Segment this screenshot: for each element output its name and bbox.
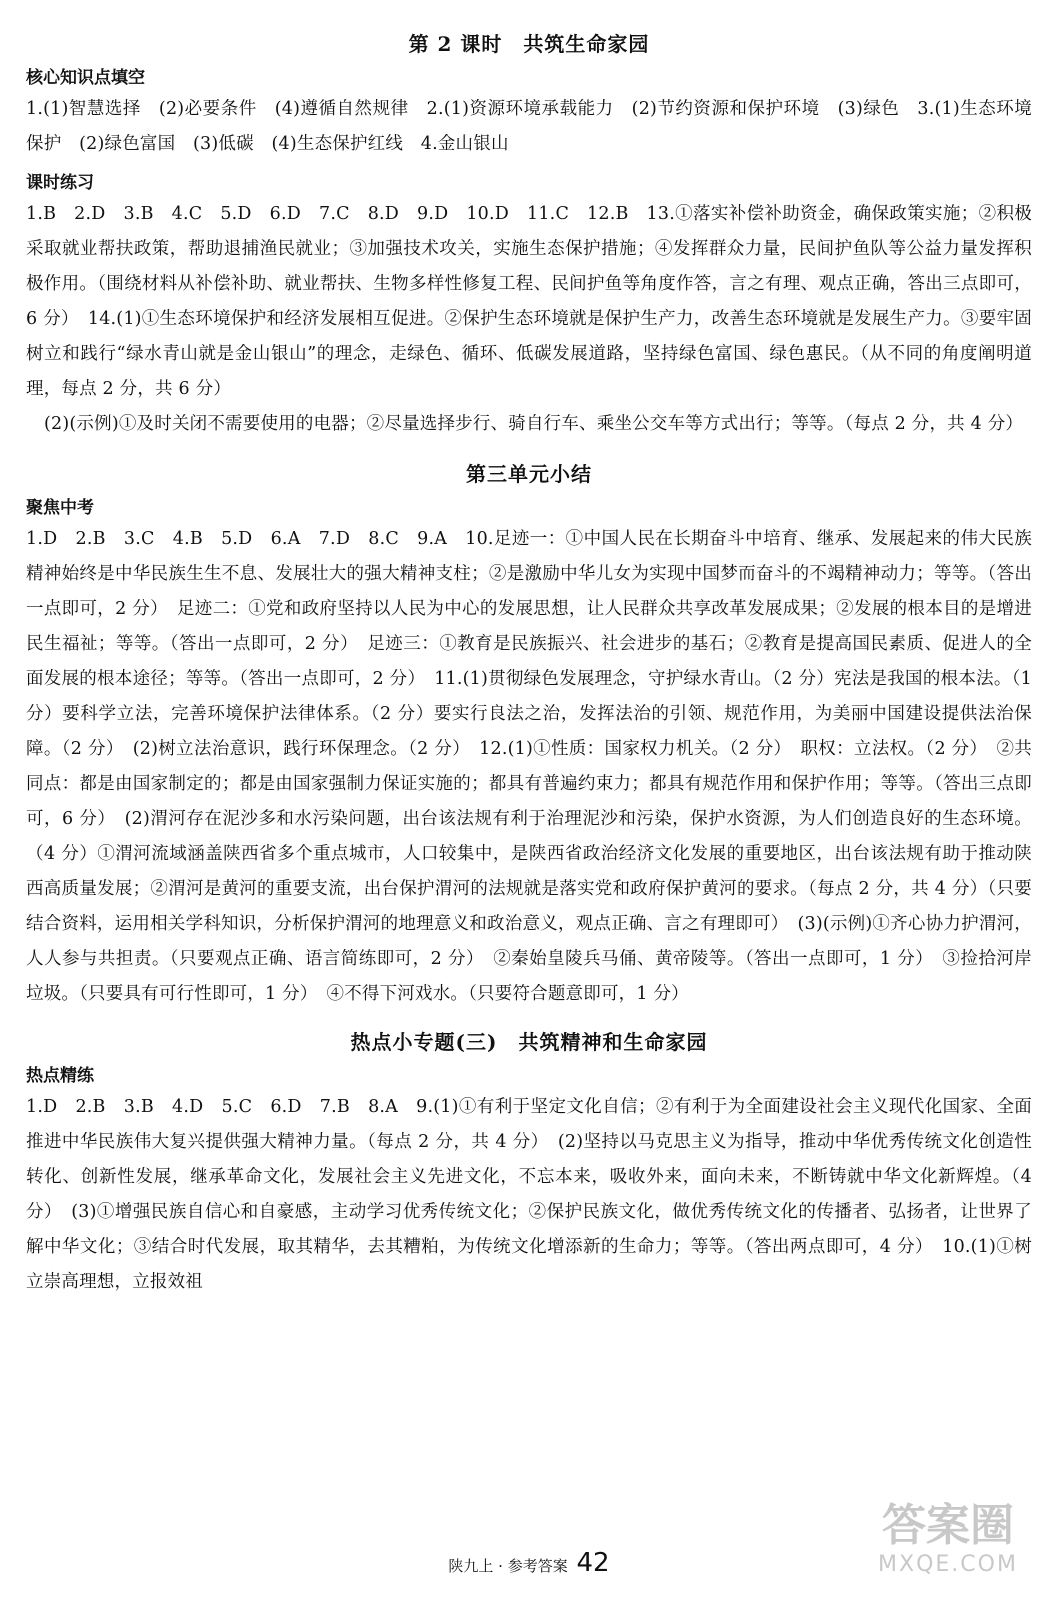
section-title-lesson2: 第 2 课时 共筑生命家园 [408,32,650,56]
unit3-answers: 1.D 2.B 3.C 4.B 5.D 6.A 7.D 8.C 9.A 10.足迹一：①中国人民在长期奋斗中培育、继承、发展起来的伟大民族精神始终是中华民族生生不息、发展壮大的强大精神支柱；②是激励中华儿女为实现中国梦而奋斗的不竭精神动力；等等。（答出一点即可，2 分） 足迹二：①党和政府坚持以人民为中心的发展思想，让人民群众共享改革发展成果；②发展的根本目的是增进民生福祉；等等。（答出一点即可，2 分） 足迹三：①教育是民族振兴、社会进步的基石；②教育是提高国民素质、促进人的全面发展的根本途径；等等。（答出一点即可，2 分） 11.(1)贯彻绿色发展理念，守护绿水青山。（2 分）宪法是我国的根本法。（1 分）要科学立法，完善环境保护法律体系。（2 分）要实行良法之治，发挥法治的引领、规范作用，为美丽中国建设提供法治保障。（2 分） (2)树立法治意识，践行环保理念。（2 分） 12.(1)①性质：国家权力机关。（2 分） 职权：立法权。（2 分） ②共同点：都是由国家制定的；都是由国家强制力保证实施的；都具有普遍约束力；都具有规范作用和保护作用；等等。（答出三点即可，6 分） (2)渭河存在泥沙多和水污染问题，出台该法规有利于治理泥沙和污染，保护水资源，为人们创造良好的生态环境。（4 分）①渭河流域涵盖陕西省多个重点城市，人口较集中，是陕西省政治经济文化发展的重要地区，出台该法规有助于推动陕西高质量发展；②渭河是黄河的重要支流，出台保护渭河的法规就是落实党和政府保护黄河的要求。（每点 2 分，共 4 分）（只要结合资料，运用相关学科知识，分析保护渭河的地理意义和政治意义，观点正确、言之有理即可） (3)(示例)①齐心协力护渭河，人人参与共担责。（只要观点正确、语言简练即可，2 分） ②秦始皇陵兵马俑、黄帝陵等。（答出一点即可，1 分） ③捡拾河岸垃圾。（只要具有可行性即可，1 分） ④不得下河戏水。（只要符合题意即可，1 分） [26,529,1033,1004]
watermark-logo [858,1500,1038,1590]
fill-in-answers: 1.(1)智慧选择 (2)必要条件 (4)遵循自然规律 2.(1)资源环境承载能力 (2)节约资源和保护环境 (3)绿色 3.(1)生态环境保护 (2)绿色富国 (3)低碳 (4)生态保护红线 4.金山银山 [26,99,1032,154]
label-hot-practice: 热点精练 [26,1066,94,1086]
hot-topic-answers: 1.D 2.B 3.B 4.D 5.C 6.D 7.B 8.A 9.(1)①有利于坚定文化自信；②有利于为全面建设社会主义现代化国家、全面推进中华民族伟大复兴提供强大精神力量。（每点 2 分，共 4 分） (2)坚持以马克思主义为指导，推动中华优秀传统文化创造性转化、创新性发展，继承革命文化，发展社会主义先进文化，不忘本来，吸收外来，面向未来，不断铸就中华文化新辉煌。（4 分） (3)①增强民族自信心和自豪感，主动学习优秀传统文化；②保护民族文化，做优秀传统文化的传播者、弘扬者，让世界了解中华文化；③结合时代发展，取其精华，去其糟粕，为传统文化增添新的生命力；等等。（答出两点即可，4 分） 10.(1)①树立崇高理想，立报效祖 [26,1097,1032,1292]
label-exam-focus: 聚焦中考 [26,498,94,518]
footer-text: 陕九上 · 参考答案 [448,1557,568,1575]
section-title-hot-topic3: 热点小专题(三) 共筑精神和生命家园 [350,1030,708,1054]
label-core-knowledge: 核心知识点填空 [26,68,145,88]
label-practice: 课时练习 [26,173,94,193]
section-title-unit3-summary: 第三单元小结 [466,462,592,486]
practice-answers-part2: (2)(示例)①及时关闭不需要使用的电器；②尽量选择步行、骑自行车、乘坐公交车等方式出行；等等。（每点 2 分，共 4 分） [44,414,1024,434]
watermark-text: 答案圈 [882,1500,1014,1551]
page-number: 42 [576,1548,610,1578]
practice-answers: 1.B 2.D 3.B 4.C 5.D 6.D 7.C 8.D 9.D 10.D 11.C 12.B 13.①落实补偿补助资金，确保政策实施；②积极采取就业帮扶政策，帮助退捕渔民就业；③加强技术攻关，实施生态保护措施；④发挥群众力量，民间护鱼队等公益力量发挥积极作用。（围绕材料从补偿补助、就业帮扶、生物多样性修复工程、民间护鱼等角度作答，言之有理、观点正确，答出三点即可，6 分） 14.(1)①生态环境保护和经济发展相互促进。②保护生态环境就是保护生产力，改善生态环境就是发展生产力。③要牢固树立和践行“绿水青山就是金山银山”的理念，走绿色、循环、低碳发展道路，坚持绿色富国、绿色惠民。（从不同的角度阐明道理，每点 2 分，共 6 分） [26,204,1032,399]
watermark-url: MXQE.COM [878,1552,1018,1577]
